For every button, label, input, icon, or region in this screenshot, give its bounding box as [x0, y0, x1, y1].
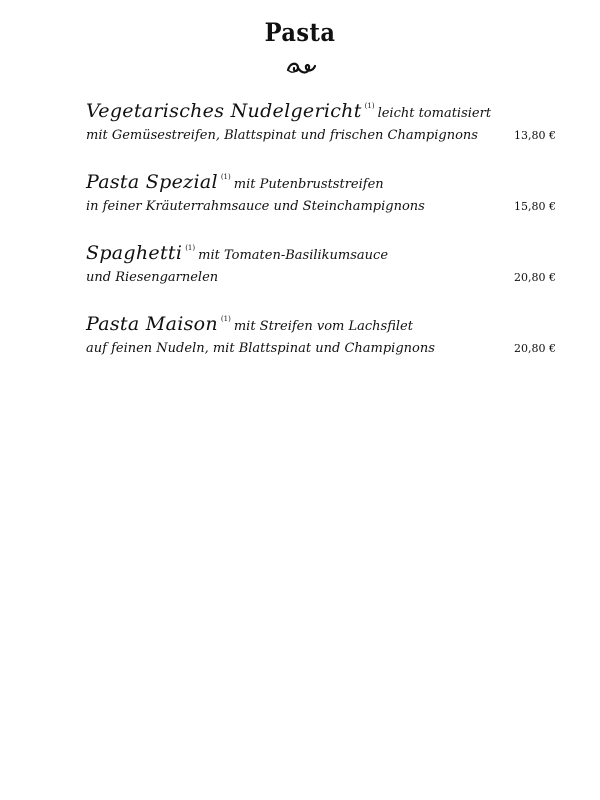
- dish-name: Vegetarisches Nudelgericht: [86, 100, 362, 122]
- menu-item-title-line: [86, 236, 556, 268]
- dish-description-short: leicht tomatisiert: [377, 106, 492, 121]
- menu-item: [86, 307, 556, 359]
- menu-item-detail-line: [86, 197, 556, 217]
- allergen-note: (1): [220, 315, 231, 323]
- dish-price: 20,80 €: [514, 271, 556, 284]
- dish-price: 20,80 €: [514, 342, 556, 355]
- dish-description: mit Gemüsestreifen, Blattspinat und frischen Champignons: [86, 128, 478, 143]
- dish-name: Pasta Spezial: [86, 171, 218, 193]
- dish-price: 15,80 €: [514, 200, 556, 213]
- dish-name: Pasta Maison: [86, 313, 218, 335]
- dish-description: und Riesengarnelen: [86, 270, 219, 285]
- menu-item-detail-line: [86, 268, 556, 288]
- dish-description: auf feinen Nudeln, mit Blattspinat und Champignons: [86, 341, 435, 356]
- menu-item-detail-line: [86, 339, 556, 359]
- dish-description-short: mit Putenbruststreifen: [233, 177, 384, 192]
- dish-name: Spaghetti: [86, 242, 183, 264]
- menu-items: [86, 94, 556, 378]
- swirl-ornament-icon: [284, 58, 318, 78]
- allergen-note: (1): [185, 244, 196, 252]
- allergen-note: (1): [220, 173, 231, 181]
- dish-description-short: mit Tomaten-Basilikumsauce: [198, 248, 389, 263]
- menu-item-title-line: [86, 165, 556, 197]
- menu-item-detail-line: [86, 126, 556, 146]
- menu-item: [86, 94, 556, 146]
- menu-item: [86, 236, 556, 288]
- dish-price: 13,80 €: [514, 129, 556, 142]
- dish-description: in feiner Kräuterrahmsauce und Steinchampignons: [86, 199, 425, 214]
- menu-item-title-line: [86, 94, 556, 126]
- menu-item: [86, 165, 556, 217]
- menu-item-title-line: [86, 307, 556, 339]
- dish-description-short: mit Streifen vom Lachsfilet: [233, 319, 413, 334]
- section-heading: Pasta: [264, 18, 336, 47]
- allergen-note: (1): [364, 102, 375, 110]
